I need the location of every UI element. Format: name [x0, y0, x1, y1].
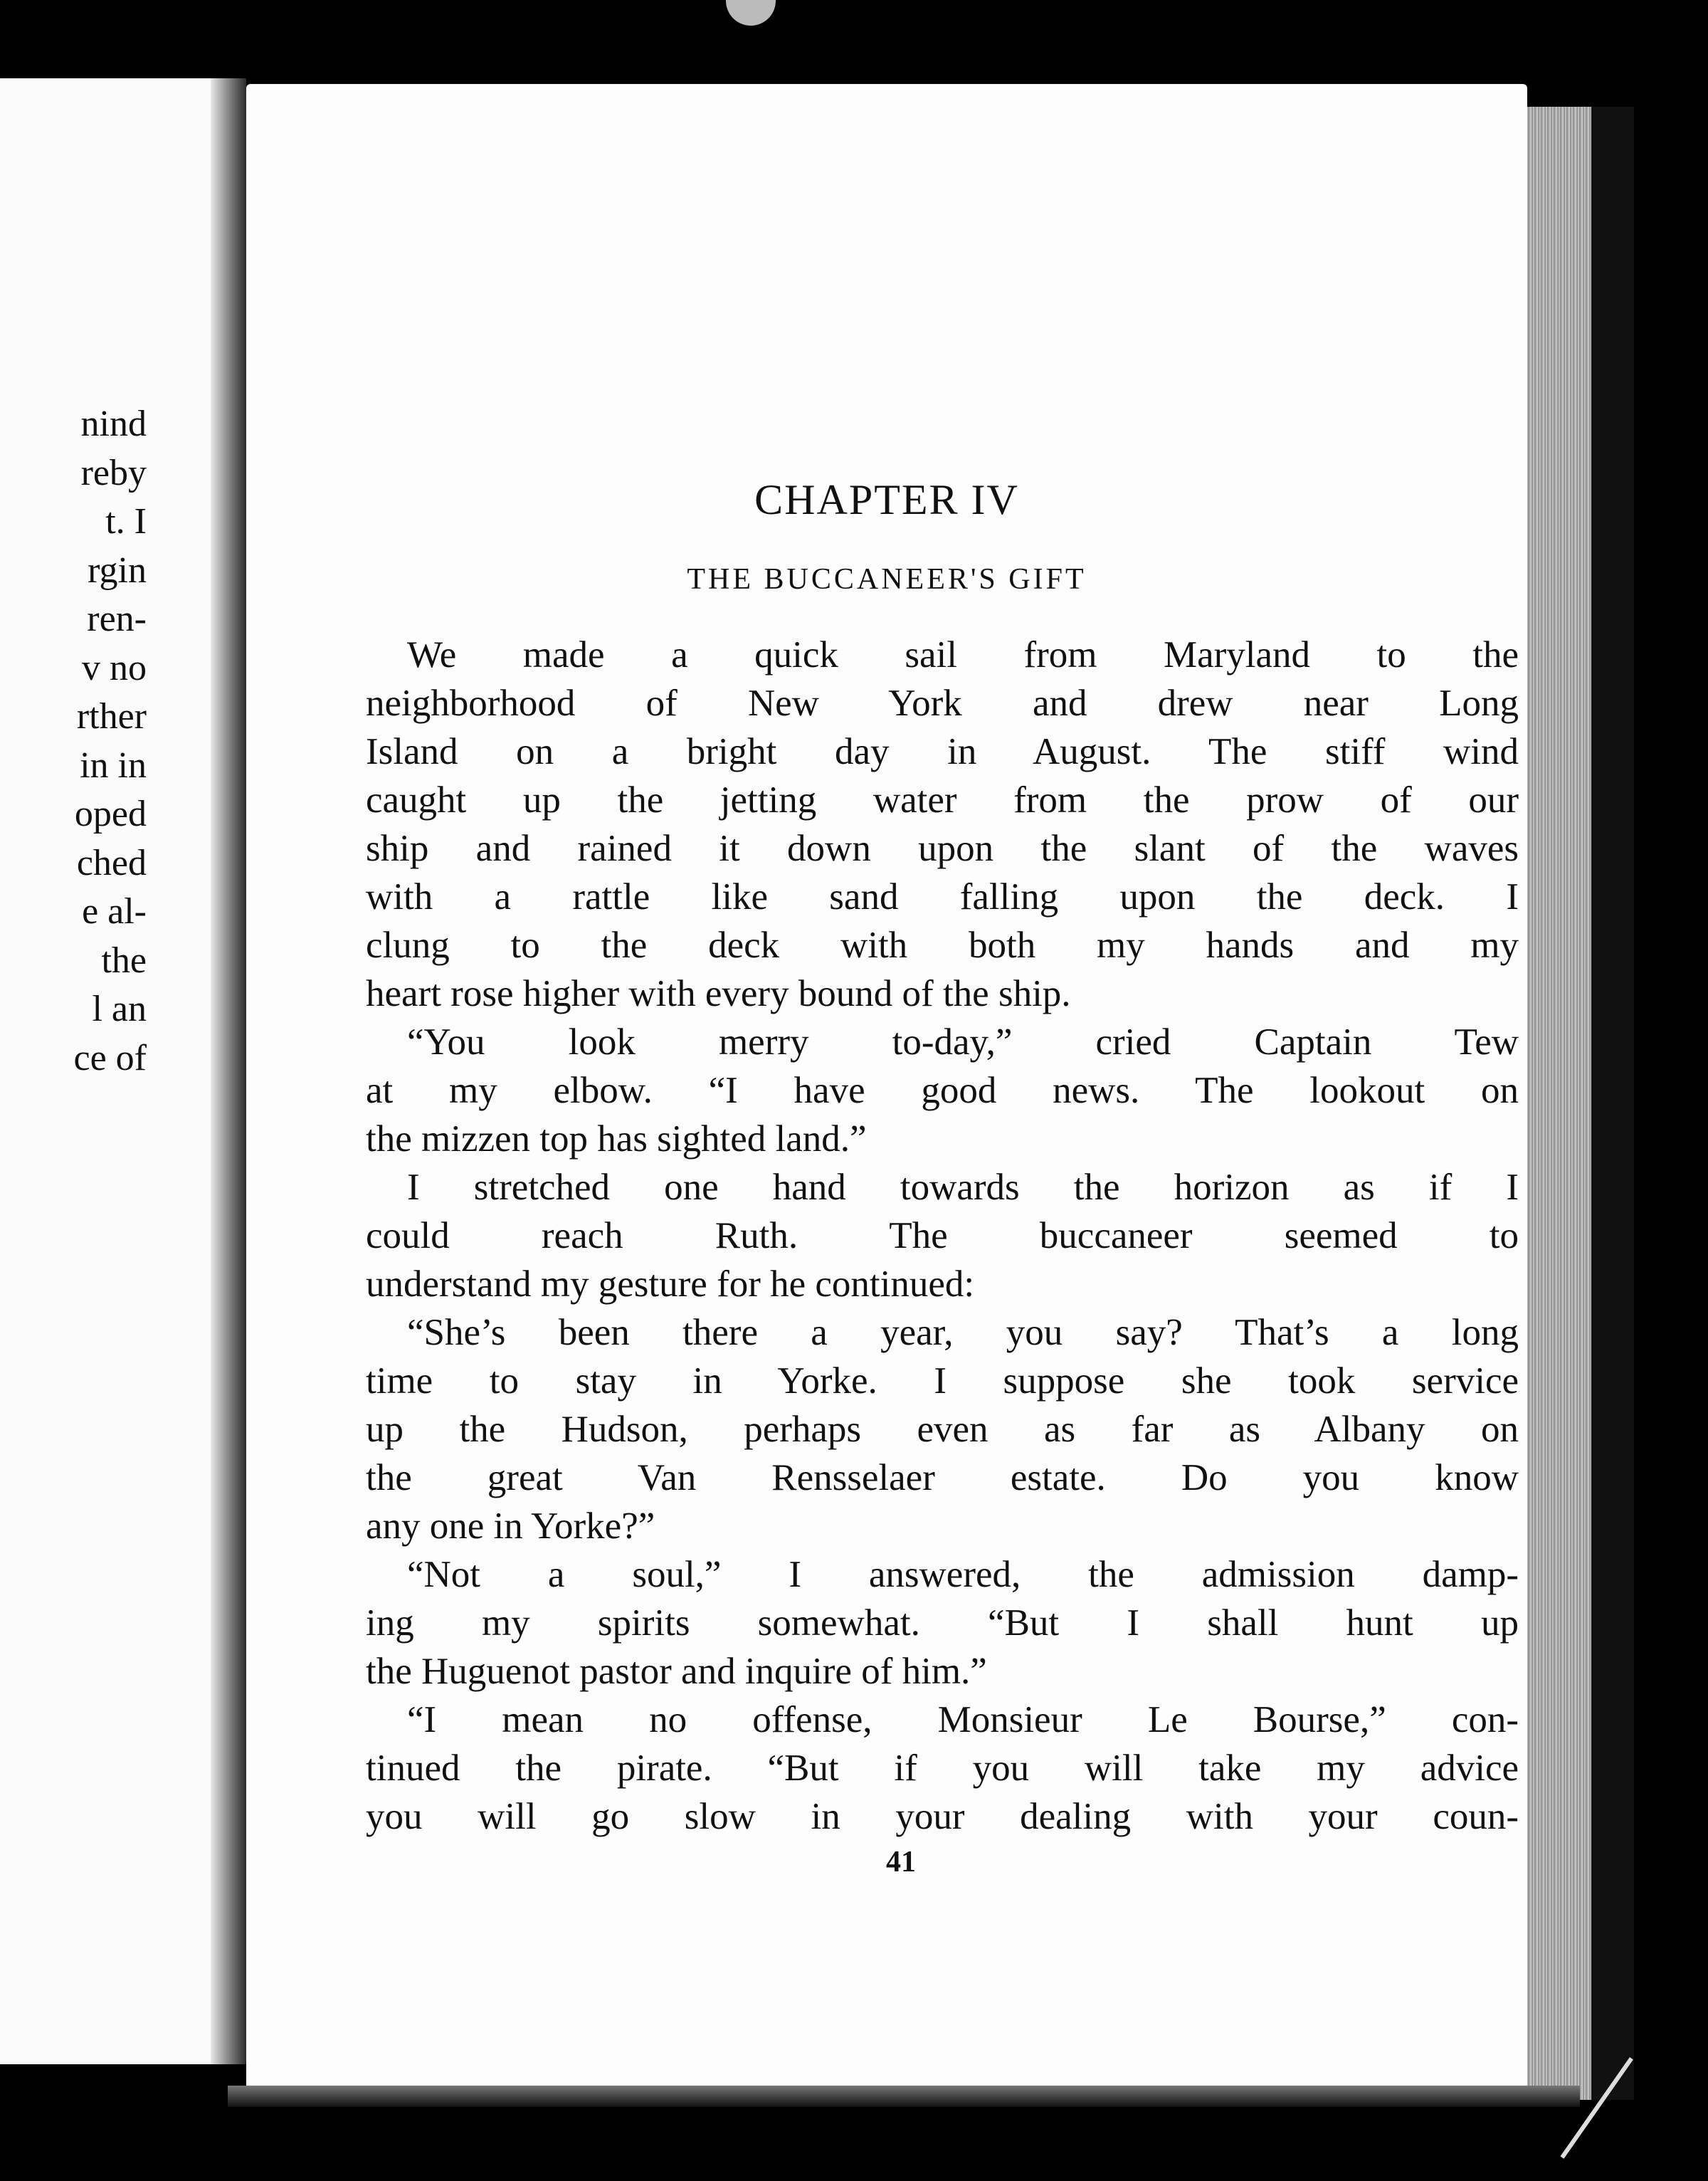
left-line: t. I: [105, 501, 147, 542]
text-line: the Huguenot pastor and inquire of him.”: [366, 1651, 987, 1692]
text-line: at my elbow. “I have good news. The lookout on: [366, 1070, 1519, 1111]
left-line: rther: [76, 696, 147, 737]
text-line: caught up the jetting water from the prow of our: [366, 779, 1519, 821]
left-line: ched: [76, 842, 147, 883]
page-number: 41: [886, 1846, 916, 1878]
text-line: up the Hudson, perhaps even as far as Albany on: [366, 1409, 1519, 1450]
text-line: neighborhood of New York and drew near Long: [366, 683, 1519, 724]
text-line: clung to the deck with both my hands and my: [366, 925, 1519, 966]
text-line: “She’s been there a year, you say? That’s a long: [407, 1312, 1519, 1353]
text-line: ing my spirits somewhat. “But I shall hunt up: [366, 1602, 1519, 1644]
left-line: rgin: [88, 550, 147, 591]
left-facing-page: [0, 78, 222, 2064]
left-line: in in: [80, 745, 147, 786]
text-line: with a rattle like sand falling upon the deck. I: [366, 876, 1519, 918]
text-line: tinued the pirate. “But if you will take my advice: [366, 1748, 1519, 1789]
left-line: reby: [80, 452, 147, 493]
text-line: the mizzen top has sighted land.”: [366, 1118, 867, 1160]
left-line: l an: [92, 989, 147, 1029]
book-gutter: [211, 78, 246, 2064]
left-line: nind: [80, 404, 147, 444]
left-line: oped: [74, 794, 147, 834]
text-line: “I mean no offense, Monsieur Le Bourse,” con-: [407, 1699, 1519, 1740]
left-line: v no: [82, 647, 147, 688]
text-line: heart rose higher with every bound of the ship.: [366, 973, 1071, 1014]
text-line: I stretched one hand towards the horizon as if I: [407, 1167, 1519, 1208]
page-edges: [1520, 107, 1598, 2100]
text-line: “Not a soul,” I answered, the admission damp-: [407, 1554, 1519, 1595]
text-line: Island on a bright day in August. The stiff wind: [366, 731, 1519, 772]
right-page: [246, 84, 1527, 2093]
text-line: “You look merry to-day,” cried Captain Tew: [407, 1021, 1519, 1063]
text-line: any one in Yorke?”: [366, 1505, 655, 1547]
text-line: We made a quick sail from Maryland to the: [407, 634, 1519, 676]
text-line: time to stay in Yorke. I suppose she took service: [366, 1360, 1519, 1402]
body-text: [366, 631, 1519, 1841]
chapter-title: CHAPTER IV: [754, 476, 1019, 523]
text-line: understand my gesture for he continued:: [366, 1263, 975, 1305]
left-page-text: [0, 400, 147, 1083]
text-line: could reach Ruth. The buccaneer seemed to: [366, 1215, 1519, 1256]
left-line: e al-: [82, 891, 147, 932]
scan-smudge: [726, 0, 776, 26]
text-line: ship and rained it down upon the slant of the waves: [366, 828, 1519, 869]
page-edge-shadow: [1591, 107, 1634, 2100]
left-line: ce of: [73, 1037, 147, 1078]
page-bottom-shadow: [228, 2086, 1580, 2107]
text-line: you will go slow in your dealing with your coun-: [366, 1796, 1519, 1837]
left-line: ren-: [87, 599, 147, 639]
text-line: the great Van Rensselaer estate. Do you know: [366, 1457, 1519, 1498]
chapter-subtitle: THE BUCCANEER'S GIFT: [687, 563, 1087, 596]
left-line: the: [101, 940, 147, 981]
